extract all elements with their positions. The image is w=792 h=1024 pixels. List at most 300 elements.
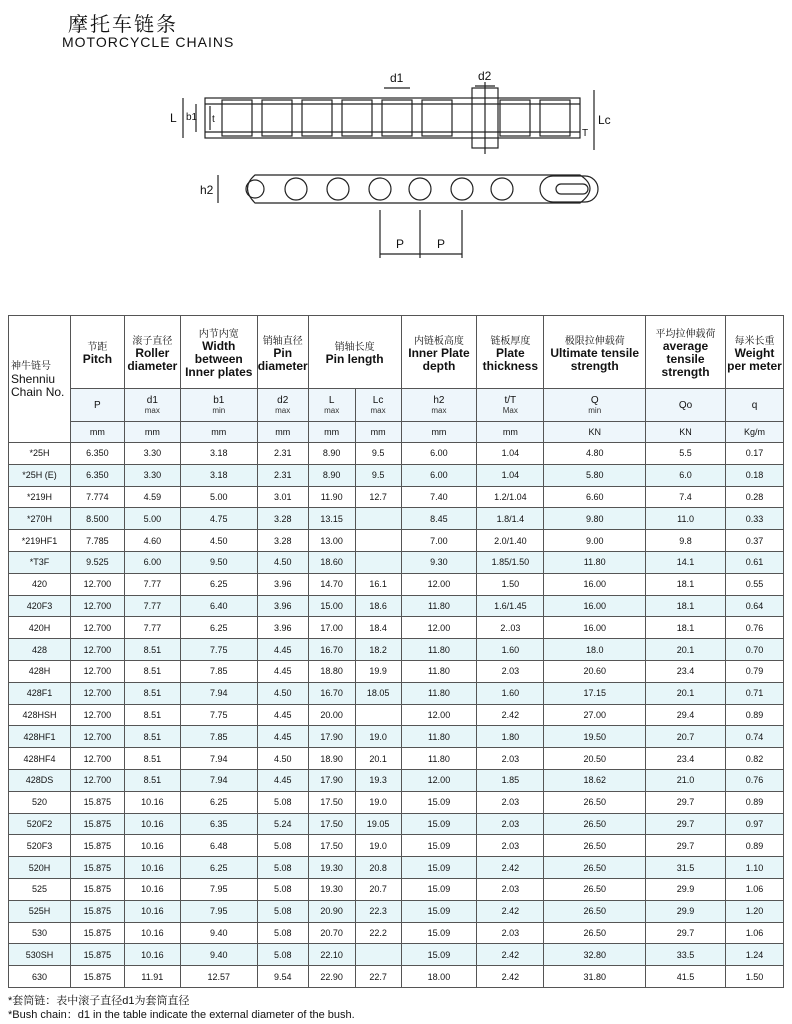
table-cell: 4.50: [257, 748, 308, 770]
table-cell: 6.35: [180, 813, 257, 835]
table-cell-model: *270H: [9, 508, 71, 530]
table-cell: 5.08: [257, 944, 308, 966]
table-cell: 12.700: [70, 639, 124, 661]
table-cell: 1.80: [477, 726, 544, 748]
table-cell: [355, 944, 401, 966]
table-cell: 0.33: [725, 508, 783, 530]
table-cell: 19.50: [544, 726, 646, 748]
table-cell: 18.60: [308, 551, 355, 573]
table-cell: 2.42: [477, 900, 544, 922]
table-cell: 1.85: [477, 769, 544, 791]
table-cell: 17.15: [544, 682, 646, 704]
table-cell: 19.30: [308, 878, 355, 900]
table-cell: 14.70: [308, 573, 355, 595]
table-cell: 5.08: [257, 878, 308, 900]
table-cell: 17.50: [308, 835, 355, 857]
label-d2: d2: [478, 69, 492, 83]
table-cell-model: 420F3: [9, 595, 71, 617]
table-row: [9, 595, 784, 617]
header-weight: 每米长重 Weight per meter: [725, 316, 783, 389]
table-cell: 6.25: [180, 573, 257, 595]
table-cell: 15.875: [70, 900, 124, 922]
table-cell: [355, 704, 401, 726]
table-cell: 19.9: [355, 660, 401, 682]
table-cell: 0.76: [725, 617, 783, 639]
table-cell: 33.5: [646, 944, 726, 966]
table-row: [9, 486, 784, 508]
table-cell: 8.90: [308, 443, 355, 465]
table-cell: 10.16: [124, 813, 180, 835]
table-cell: 10.16: [124, 857, 180, 879]
table-cell: 4.45: [257, 726, 308, 748]
label-h2: h2: [200, 183, 214, 197]
table-cell: 5.08: [257, 791, 308, 813]
table-cell: 15.875: [70, 922, 124, 944]
table-cell: 5.08: [257, 922, 308, 944]
table-cell: 20.50: [544, 748, 646, 770]
table-cell: 18.1: [646, 595, 726, 617]
table-cell-model: 428F1: [9, 682, 71, 704]
table-cell: 1.50: [725, 966, 783, 988]
table-cell: 0.55: [725, 573, 783, 595]
table-cell: 1.06: [725, 878, 783, 900]
table-cell: 8.51: [124, 748, 180, 770]
table-row: [9, 551, 784, 573]
table-cell-model: 520F2: [9, 813, 71, 835]
table-cell: 1.20: [725, 900, 783, 922]
table-cell: 2.31: [257, 443, 308, 465]
table-cell: 11.0: [646, 508, 726, 530]
table-cell: 18.2: [355, 639, 401, 661]
table-cell: 11.90: [308, 486, 355, 508]
table-cell: 15.00: [308, 595, 355, 617]
table-cell: 8.51: [124, 682, 180, 704]
table-cell: 5.00: [180, 486, 257, 508]
table-cell: 11.80: [401, 595, 477, 617]
table-cell-model: *219H: [9, 486, 71, 508]
table-cell: 3.28: [257, 508, 308, 530]
table-cell: 8.51: [124, 726, 180, 748]
table-cell: 18.1: [646, 573, 726, 595]
table-cell: 10.16: [124, 944, 180, 966]
table-cell: 17.50: [308, 813, 355, 835]
table-cell: 3.30: [124, 443, 180, 465]
table-cell: 0.18: [725, 464, 783, 486]
table-cell: 7.94: [180, 769, 257, 791]
table-cell: 9.8: [646, 530, 726, 552]
table-cell: 29.4: [646, 704, 726, 726]
label-P2: P: [437, 237, 446, 251]
table-cell: 18.4: [355, 617, 401, 639]
table-cell: [355, 508, 401, 530]
table-cell: 1.04: [477, 464, 544, 486]
table-cell: 0.89: [725, 791, 783, 813]
table-cell: 0.82: [725, 748, 783, 770]
table-cell-model: 525: [9, 878, 71, 900]
table-cell: 20.7: [646, 726, 726, 748]
header-roller: 滚子直径 Roller diameter: [124, 316, 180, 389]
table-cell: 3.01: [257, 486, 308, 508]
table-cell: 3.18: [180, 443, 257, 465]
table-cell: 9.00: [544, 530, 646, 552]
table-cell: 5.08: [257, 900, 308, 922]
table-cell: 1.60: [477, 639, 544, 661]
table-cell: 4.80: [544, 443, 646, 465]
table-cell-model: *T3F: [9, 551, 71, 573]
table-cell: 12.7: [355, 486, 401, 508]
spec-table-body: [9, 443, 784, 988]
table-row: [9, 639, 784, 661]
table-cell: 27.00: [544, 704, 646, 726]
table-cell-model: 530SH: [9, 944, 71, 966]
table-cell: 1.06: [725, 922, 783, 944]
table-cell: 15.875: [70, 944, 124, 966]
table-cell: 12.700: [70, 617, 124, 639]
table-cell: 7.785: [70, 530, 124, 552]
header-pitch: 节距 Pitch: [70, 316, 124, 389]
table-cell: 4.60: [124, 530, 180, 552]
table-cell: 7.4: [646, 486, 726, 508]
table-cell: 0.89: [725, 704, 783, 726]
header-average: 平均拉伸载荷 average tensile strength: [646, 316, 726, 389]
table-cell: 7.75: [180, 639, 257, 661]
table-cell: 4.50: [257, 682, 308, 704]
table-cell: 22.90: [308, 966, 355, 988]
table-cell: 31.80: [544, 966, 646, 988]
table-cell: 12.700: [70, 748, 124, 770]
table-cell: 8.51: [124, 769, 180, 791]
table-cell: 10.16: [124, 791, 180, 813]
table-cell: 13.15: [308, 508, 355, 530]
table-cell: 0.97: [725, 813, 783, 835]
table-cell: 12.700: [70, 769, 124, 791]
table-cell: 16.00: [544, 595, 646, 617]
table-cell: 19.3: [355, 769, 401, 791]
table-cell-model: *219HF1: [9, 530, 71, 552]
table-cell: 0.70: [725, 639, 783, 661]
table-cell: 11.80: [401, 660, 477, 682]
table-cell: 12.57: [180, 966, 257, 988]
table-row: [9, 530, 784, 552]
table-cell: 9.5: [355, 443, 401, 465]
table-cell: 26.50: [544, 835, 646, 857]
table-cell: 19.30: [308, 857, 355, 879]
table-cell: 9.5: [355, 464, 401, 486]
table-cell: 10.16: [124, 835, 180, 857]
header-plate-depth: 内链板高度 Inner Plate depth: [401, 316, 477, 389]
page-title-cn: 摩托车链条: [68, 14, 178, 36]
table-cell: 2.42: [477, 857, 544, 879]
table-cell: 1.6/1.45: [477, 595, 544, 617]
table-cell: 20.60: [544, 660, 646, 682]
table-cell: 4.50: [180, 530, 257, 552]
table-row: [9, 857, 784, 879]
table-cell-model: 428: [9, 639, 71, 661]
table-cell: 2.03: [477, 878, 544, 900]
table-cell-model: 520H: [9, 857, 71, 879]
table-row: [9, 878, 784, 900]
table-cell: 15.875: [70, 835, 124, 857]
table-cell: 9.50: [180, 551, 257, 573]
table-cell: 6.25: [180, 617, 257, 639]
table-cell: 7.95: [180, 878, 257, 900]
header-model-cn: 神牛链号: [11, 360, 51, 372]
table-row: [9, 617, 784, 639]
table-cell: 15.875: [70, 791, 124, 813]
table-cell: 2.42: [477, 704, 544, 726]
label-L: L: [170, 111, 177, 125]
table-cell: 4.59: [124, 486, 180, 508]
table-row: [9, 464, 784, 486]
table-cell: 1.24: [725, 944, 783, 966]
table-cell: 8.45: [401, 508, 477, 530]
table-cell: 2.03: [477, 791, 544, 813]
table-cell: 1.10: [725, 857, 783, 879]
table-cell: 32.80: [544, 944, 646, 966]
table-cell: 15.09: [401, 857, 477, 879]
table-cell: 10.16: [124, 878, 180, 900]
table-cell: 5.00: [124, 508, 180, 530]
table-cell: 1.8/1.4: [477, 508, 544, 530]
table-cell: 6.350: [70, 443, 124, 465]
table-cell: 15.09: [401, 922, 477, 944]
table-row: [9, 922, 784, 944]
table-cell: 11.80: [401, 748, 477, 770]
table-cell: 2.0/1.40: [477, 530, 544, 552]
table-cell: 2.03: [477, 922, 544, 944]
header-width: 内节内宽 Width between Inner plates: [180, 316, 257, 389]
table-cell: 11.80: [401, 639, 477, 661]
table-cell: 6.40: [180, 595, 257, 617]
table-cell: 29.7: [646, 813, 726, 835]
table-cell: 19.0: [355, 726, 401, 748]
table-cell: 7.75: [180, 704, 257, 726]
table-cell: 18.0: [544, 639, 646, 661]
table-cell: 7.40: [401, 486, 477, 508]
table-cell: 7.95: [180, 900, 257, 922]
header-ultimate: 极限拉伸载荷 Ultimate tensile strength: [544, 316, 646, 389]
table-cell: 0.89: [725, 835, 783, 857]
table-cell: 26.50: [544, 900, 646, 922]
table-cell: 18.1: [646, 617, 726, 639]
table-cell: 18.62: [544, 769, 646, 791]
table-cell: 3.18: [180, 464, 257, 486]
table-cell: 15.875: [70, 966, 124, 988]
table-cell: 0.64: [725, 595, 783, 617]
table-cell: 12.00: [401, 769, 477, 791]
table-cell: 19.0: [355, 791, 401, 813]
table-cell: 17.50: [308, 791, 355, 813]
table-cell: 15.875: [70, 857, 124, 879]
table-cell: 2.31: [257, 464, 308, 486]
table-cell: 15.09: [401, 835, 477, 857]
table-cell-model: *25H: [9, 443, 71, 465]
table-cell: 11.80: [544, 551, 646, 573]
table-cell: 4.45: [257, 704, 308, 726]
table-cell: 11.91: [124, 966, 180, 988]
table-row: [9, 835, 784, 857]
table-cell: 0.61: [725, 551, 783, 573]
header-model: [9, 316, 71, 443]
table-cell: 1.85/1.50: [477, 551, 544, 573]
table-cell: 1.60: [477, 682, 544, 704]
table-row: [9, 900, 784, 922]
table-cell: 15.09: [401, 944, 477, 966]
table-cell: 12.00: [401, 617, 477, 639]
table-row: [9, 813, 784, 835]
table-cell: 20.1: [646, 682, 726, 704]
table-cell-model: 530: [9, 922, 71, 944]
table-cell: 6.60: [544, 486, 646, 508]
table-cell: 5.08: [257, 835, 308, 857]
table-cell: 16.70: [308, 682, 355, 704]
table-cell: 0.17: [725, 443, 783, 465]
label-d1: d1: [390, 71, 404, 85]
table-cell: 26.50: [544, 813, 646, 835]
table-cell: 3.30: [124, 464, 180, 486]
table-cell: 16.70: [308, 639, 355, 661]
table-cell: 7.77: [124, 617, 180, 639]
table-cell: 0.28: [725, 486, 783, 508]
table-cell: 9.40: [180, 922, 257, 944]
table-cell-model: 428HF4: [9, 748, 71, 770]
table-cell: 0.71: [725, 682, 783, 704]
table-cell: 2.03: [477, 813, 544, 835]
table-cell: 41.5: [646, 966, 726, 988]
table-row: [9, 726, 784, 748]
label-Lc: Lc: [598, 113, 611, 127]
table-cell: 7.85: [180, 726, 257, 748]
table-cell: 7.774: [70, 486, 124, 508]
table-cell: 12.00: [401, 573, 477, 595]
table-cell-model: 630: [9, 966, 71, 988]
table-cell: 4.45: [257, 769, 308, 791]
table-cell: 12.700: [70, 726, 124, 748]
table-row: [9, 769, 784, 791]
table-cell: 18.00: [401, 966, 477, 988]
table-cell: 2.03: [477, 748, 544, 770]
table-cell: 21.0: [646, 769, 726, 791]
table-cell-model: 525H: [9, 900, 71, 922]
table-cell: 12.700: [70, 573, 124, 595]
table-cell: 6.00: [401, 443, 477, 465]
table-cell: 20.8: [355, 857, 401, 879]
table-row: [9, 682, 784, 704]
table-cell: 5.5: [646, 443, 726, 465]
table-cell: 20.7: [355, 878, 401, 900]
table-cell: 12.700: [70, 682, 124, 704]
table-cell-model: 428DS: [9, 769, 71, 791]
table-row: [9, 443, 784, 465]
spec-table: 神牛链号 Shenniu Chain No. 节距 Pitch 滚子直径 Roller diameter 内节内宽 Width between Inner plates 销轴直径 Pin diameter 销轴长度 Pin length 内链板高度 Inner Plate depth 链板厚度 Plate thickness 极限拉伸载荷 Ultimate tensile strength 平均拉伸载荷 average tensile strength 每米长重 Weight per meter P d1 max b1 min d2 max L max Lc max h2 max t/T Max Q min Qo q mm mm mm mm mm mm mm mm KN KN Kg/m *25H 6.350 3.30 3.18 2.31 8.90 9.5 6.00 1.04 4.80 5.5 0.17 *25H (E) 6.350 3.30 3.18 2.31 8.90 9.5 6.00 1.04 5.80 6.0 0.18 *219H 7.774 4.59 5.00 3.01 11.90 12.7 7.40 1.2/1.04 6.60 7.4 0.28 *270H 8.500 5.00 4.75 3.28 13.15 8.45 1.8/1.4 9.80 11.0 0.33 *219HF1 7.785 4.60 4.50 3.28 13.00 7.00 2.0/1.40 9.00 9.8 0.37 *T3F 9.525 6.00 9.50 4.50 18.60 9.30 1.85/1.50 11.80 14.1 0.61 420 12.700 7.77 6.25 3.96 14.70 16.1 12.00 1.50 16.00 18.1 0.55 420F3 12.700 7.77 6.40 3.96 15.00 18.6 11.80 1.6/1.45 16.00 18.1 0.64 420H 12.700 7.77 6.25 3.96 17.00 18.4 12.00 2..03 16.00 18.1 0.76 428 12.700 8.51 7.75 4.45 16.70 18.2 11.80 1.60 18.0 20.1 0.70 428H 12.700 8.51 7.85 4.45 18.80 19.9 11.80 2.03 20.60 23.4 0.79 428F1 12.700 8.51 7.94 4.50 16.70 18.05 11.80 1.60 17.15 20.1 0.71 428HSH 12.700 8.51 7.75 4.45 20.00 12.00 2.42 27.00 29.4 0.89 428HF1 12.700 8.51 7.85 4.45 17.90 19.0 11.80 1.80 19.50 20.7 0.74 428HF4 12.700 8.51 7.94 4.50 18.90 20.1 11.80 2.03 20.50 23.4 0.82 428DS 12.700 8.51 7.94 4.45 17.90 19.3 12.00 1.85 18.62 21.0 0.76 520 15.875 10.16 6.25 5.08 17.50 19.0 15.09 2.03 26.50 29.7 0.89 520F2 15.875 10.16 6.35 5.24 17.50 19.05 15.09 2.03 26.50 29.7 0.97 520F3 15.875 10.16 6.48 5.08 17.50 19.0 15.09 2.03 26.50 29.7 0.89 520H 15.875 10.16 6.25 5.08 19.30 20.8 15.09 2.42 26.50 31.5 1.10 525 15.875 10.16 7.95 5.08 19.30 20.7 15.09 2.03 26.50 29.9 1.06 525H 15.875 10.16 7.95 5.08 20.90 22.3 15.09 2.42 26.50 29.9 1.20 530 15.875 10.16 9.40 5.08 20.70 22.2 15.09 2.03 26.50 29.7 1.06 530SH 15.875 10.16 9.40 5.08 22.10 15.09 2.42 32.80 33.5 1.24 630 15.875 11.91 12.57 9.54 22.90 22.7 18.00 2.42 31.80 41.5 1.50: [8, 315, 784, 988]
table-cell: 15.09: [401, 900, 477, 922]
table-cell: 0.37: [725, 530, 783, 552]
table-cell: 1.2/1.04: [477, 486, 544, 508]
table-cell: 5.80: [544, 464, 646, 486]
table-cell: 22.3: [355, 900, 401, 922]
table-cell: 1.50: [477, 573, 544, 595]
table-row: [9, 748, 784, 770]
table-cell: 8.500: [70, 508, 124, 530]
table-cell-model: 520F3: [9, 835, 71, 857]
table-cell: 17.90: [308, 726, 355, 748]
table-cell: 2.42: [477, 944, 544, 966]
table-cell: 16.00: [544, 573, 646, 595]
header-pin-diameter: 销轴直径 Pin diameter: [257, 316, 308, 389]
table-cell: 5.08: [257, 857, 308, 879]
table-cell: 12.700: [70, 660, 124, 682]
label-P1: P: [396, 237, 405, 251]
table-cell: 4.50: [257, 551, 308, 573]
table-cell-model: 428HSH: [9, 704, 71, 726]
table-cell: 5.24: [257, 813, 308, 835]
table-cell: 12.700: [70, 704, 124, 726]
table-cell: 15.875: [70, 878, 124, 900]
table-cell: 8.51: [124, 704, 180, 726]
table-cell: 10.16: [124, 922, 180, 944]
header-model-en: Shenniu Chain No.: [11, 371, 65, 399]
table-cell: 0.74: [725, 726, 783, 748]
table-cell: 6.25: [180, 857, 257, 879]
table-cell: 2.03: [477, 660, 544, 682]
table-cell: 15.09: [401, 878, 477, 900]
table-cell: 9.30: [401, 551, 477, 573]
table-row: [9, 660, 784, 682]
table-cell: 23.4: [646, 660, 726, 682]
table-cell: 20.00: [308, 704, 355, 726]
table-cell: 6.00: [401, 464, 477, 486]
table-cell-model: 428H: [9, 660, 71, 682]
chain-diagram: [0, 60, 792, 270]
table-cell: 11.80: [401, 682, 477, 704]
table-cell: 0.79: [725, 660, 783, 682]
table-cell: 2.03: [477, 835, 544, 857]
page-title-en: MOTORCYCLE CHAINS: [62, 34, 235, 50]
table-cell: 29.7: [646, 835, 726, 857]
table-cell-model: *25H (E): [9, 464, 71, 486]
table-cell: 31.5: [646, 857, 726, 879]
table-row: [9, 966, 784, 988]
table-cell: 1.04: [477, 443, 544, 465]
table-cell: 29.9: [646, 878, 726, 900]
table-cell: 29.7: [646, 922, 726, 944]
table-cell: 29.9: [646, 900, 726, 922]
table-cell: 15.09: [401, 791, 477, 813]
table-cell: 9.525: [70, 551, 124, 573]
table-cell: [355, 551, 401, 573]
table-cell-model: 420: [9, 573, 71, 595]
table-cell: 3.28: [257, 530, 308, 552]
table-cell: 16.1: [355, 573, 401, 595]
table-cell: 20.70: [308, 922, 355, 944]
table-cell: 0.76: [725, 769, 783, 791]
table-row: [9, 573, 784, 595]
table-cell: 7.85: [180, 660, 257, 682]
table-cell: 13.00: [308, 530, 355, 552]
table-row: [9, 944, 784, 966]
table-cell: 4.45: [257, 660, 308, 682]
table-cell: 8.51: [124, 639, 180, 661]
table-cell: 6.25: [180, 791, 257, 813]
table-cell: 12.00: [401, 704, 477, 726]
header-plate-thickness: 链板厚度 Plate thickness: [477, 316, 544, 389]
label-t: t: [212, 114, 215, 125]
table-cell: 15.875: [70, 813, 124, 835]
table-cell: 11.80: [401, 726, 477, 748]
table-cell: 4.75: [180, 508, 257, 530]
table-cell: 8.51: [124, 660, 180, 682]
table-cell: 14.1: [646, 551, 726, 573]
